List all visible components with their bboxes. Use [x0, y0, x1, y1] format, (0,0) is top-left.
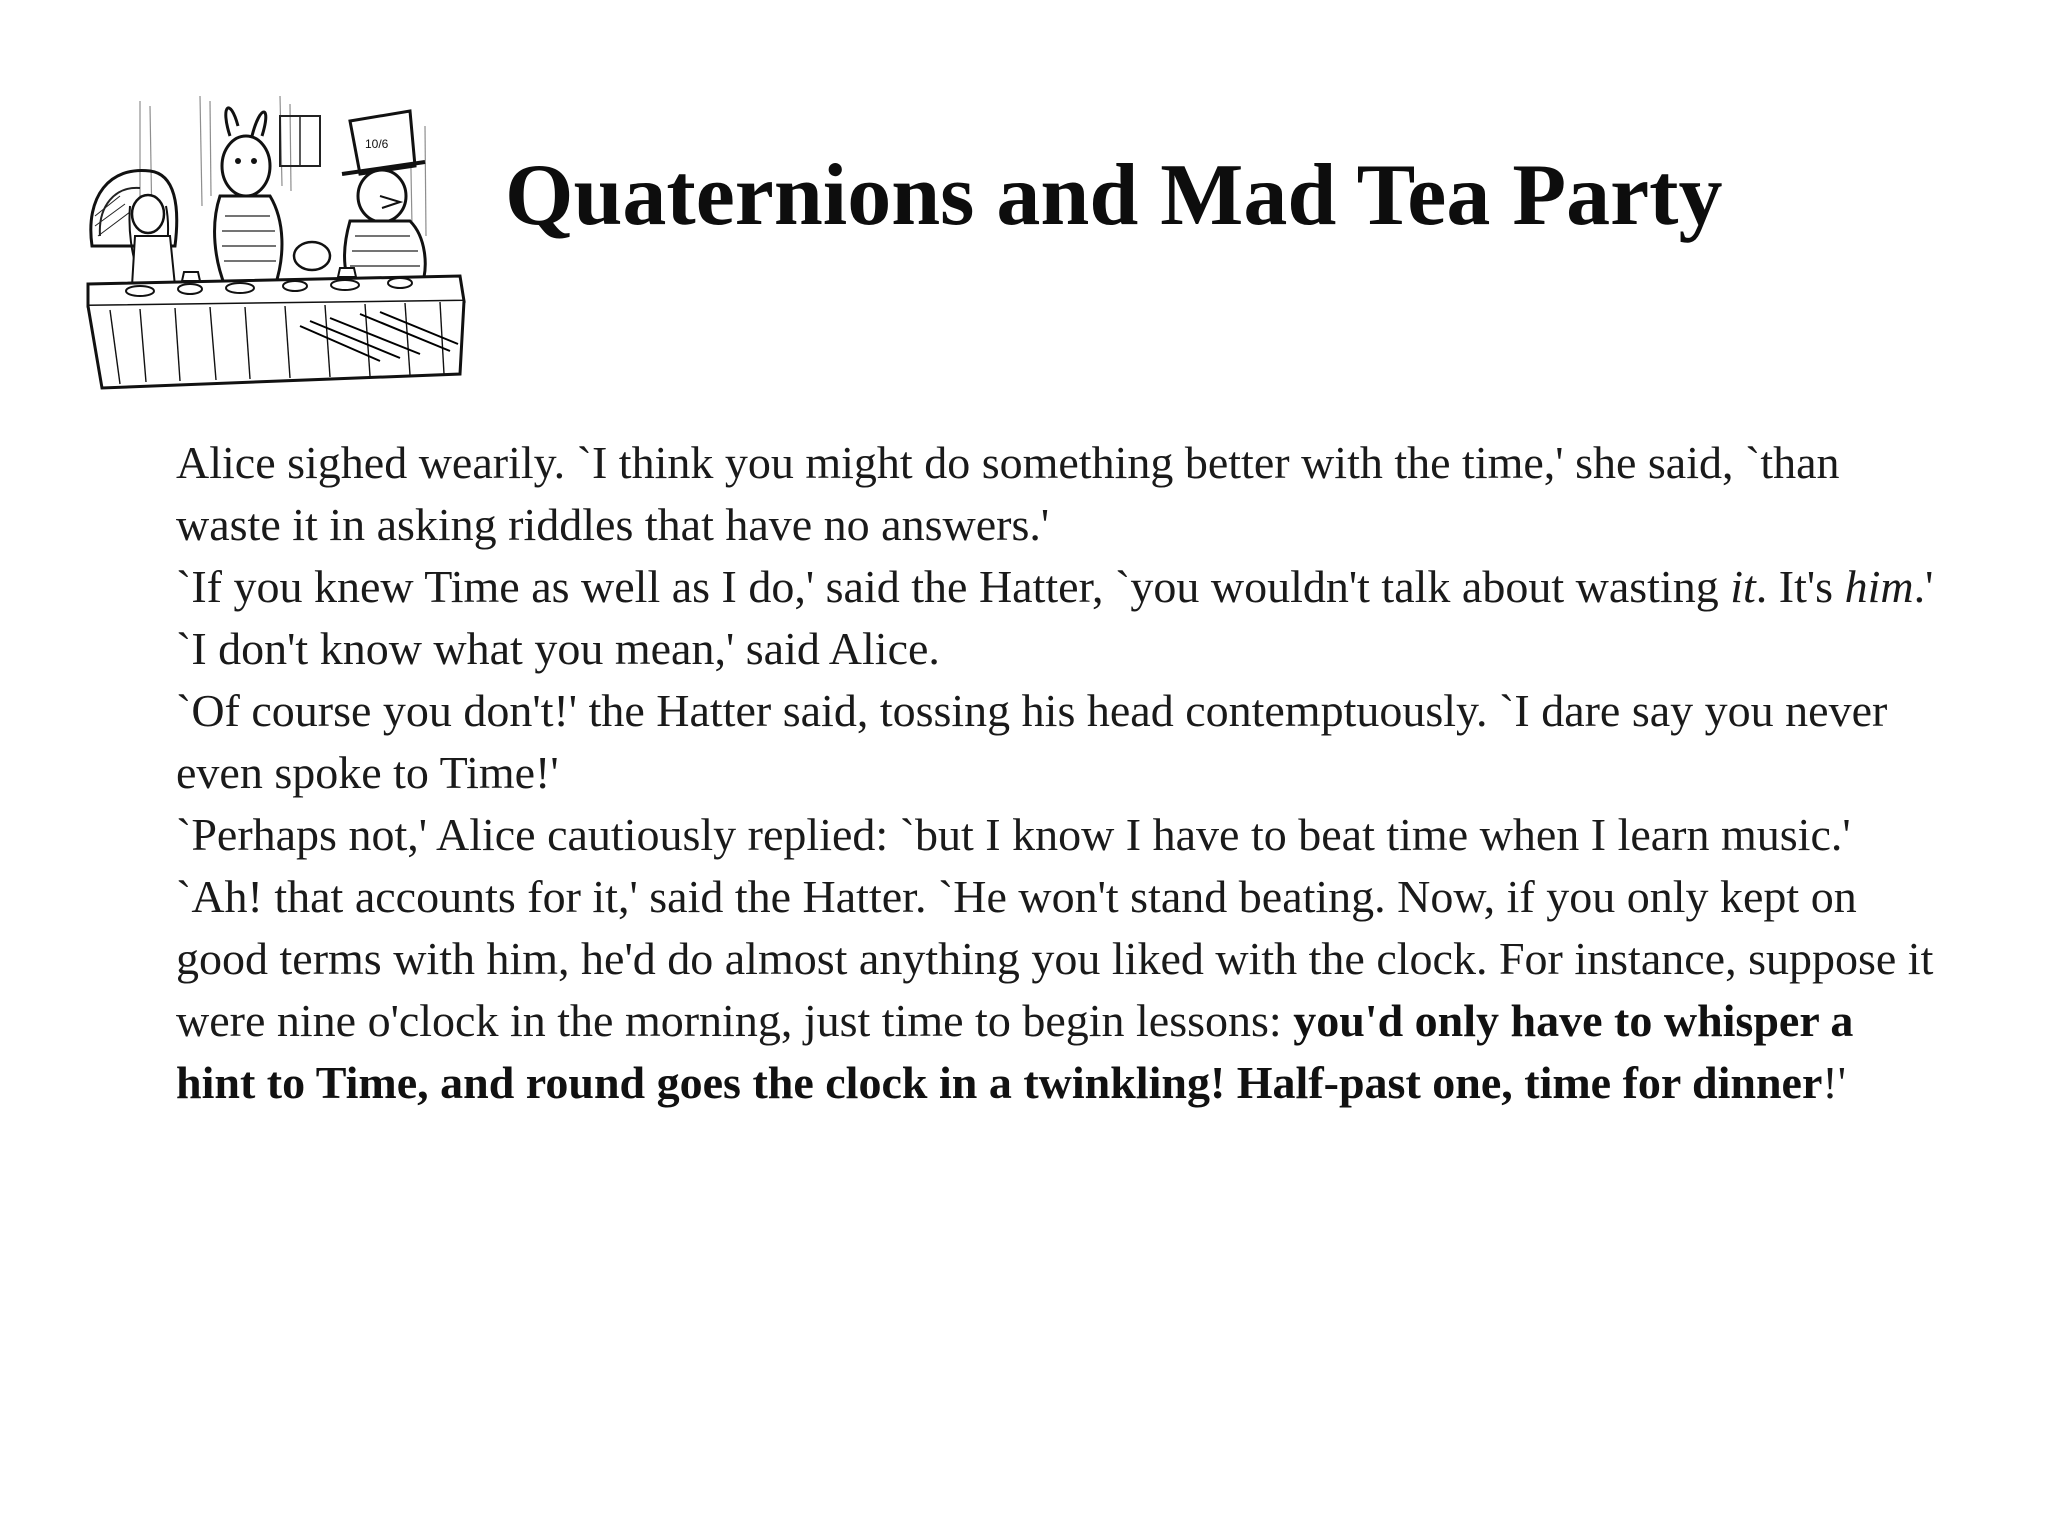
passage-paragraph: [176, 556, 1936, 618]
passage-text-segment: `Ah! that accounts for it,' said the Hatter. `He won't stand beating. Now, if you only kept on good terms with him, he'd do almost anything you liked with the clock. For instance, suppose it were nine o'clock in the morning, just time to begin lessons:: [176, 871, 1934, 1046]
italic-text: him: [1844, 561, 1914, 612]
passage-paragraph: [176, 618, 1936, 680]
passage-paragraph: [176, 680, 1936, 804]
passage-text-segment: `I don't know what you mean,' said Alice.: [176, 623, 940, 674]
mad-tea-party-icon: [80, 96, 472, 394]
passage-text-segment: `If you knew Time as well as I do,' said the Hatter, `you wouldn't talk about wasting: [176, 561, 1731, 612]
mad-tea-party-illustration: [80, 96, 472, 394]
italic-text: it: [1730, 561, 1756, 612]
passage-text-segment: Alice sighed wearily. `I think you might do something better with the time,' she said, `than waste it in asking riddles that have no answers.': [176, 437, 1840, 550]
passage-text-segment: !': [1822, 1057, 1846, 1108]
passage-paragraph: [176, 432, 1936, 556]
passage-paragraph: [176, 804, 1936, 866]
passage-text-segment: `Perhaps not,' Alice cautiously replied: `but I know I have to beat time when I learn music.': [176, 809, 1851, 860]
passage-paragraph: [176, 866, 1936, 1114]
page-title: Quaternions and Mad Tea Party: [505, 147, 1723, 244]
passage-text-segment: .': [1913, 561, 1934, 612]
passage-text-segment: . It's: [1755, 561, 1845, 612]
passage-text: [176, 432, 1936, 1114]
passage-text-segment: `Of course you don't!' the Hatter said, tossing his head contemptuously. `I dare say you never even spoke to Time!': [176, 685, 1888, 798]
svg-text:10/6: 10/6: [365, 137, 389, 151]
emphasized-text: you'd only have to whisper a hint to Time, and round goes the clock in a twinkling! Half-past one, time for dinner: [176, 995, 1854, 1108]
